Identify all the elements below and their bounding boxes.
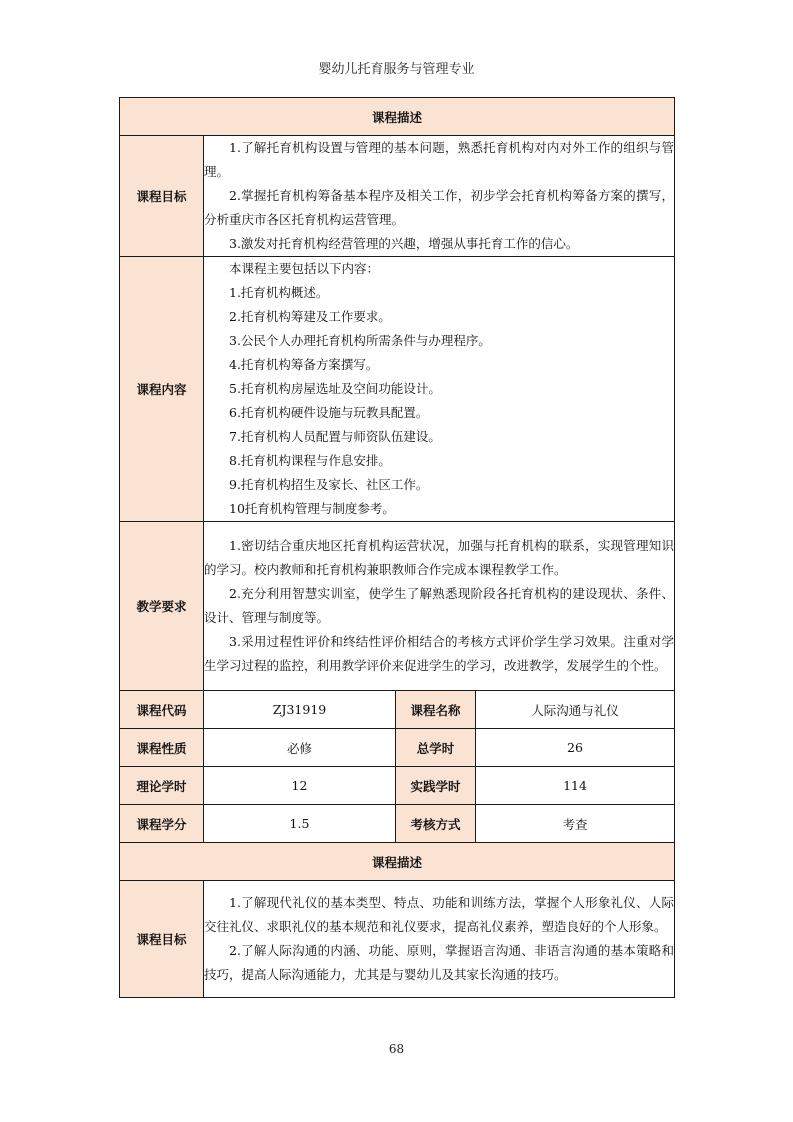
course2-info-row-code	[120, 691, 675, 729]
course2-objective-item: 1.了解现代礼仪的基本类型、特点、功能和训练方法，掌握个人形象礼仪、人际交往礼仪、求职礼仪的基本规范和礼仪要求，提高礼仪素养，塑造良好的个人形象。	[204, 895, 675, 934]
course1-objectives-label: 课程目标	[120, 136, 204, 257]
course1-content-item: 5.托育机构房屋选址及空间功能设计。	[229, 381, 441, 396]
course1-requirements-row	[120, 522, 675, 691]
exam-method-value: 考查	[476, 805, 675, 843]
course1-content-item: 8.托育机构课程与作息安排。	[229, 453, 391, 468]
course1-objectives-content	[204, 136, 675, 257]
course-credit-label: 课程学分	[120, 805, 204, 843]
course1-requirement-item: 2.充分利用智慧实训室，使学生了解熟悉现阶段各托育机构的建设现状、条件、设计、管理与制度等。	[204, 586, 675, 625]
total-hours-label: 总学时	[396, 729, 476, 767]
course1-requirement-item: 1.密切结合重庆地区托育机构运营状况，加强与托育机构的联系，实现管理知识的学习。校内教师和托育机构兼职教师合作完成本课程教学工作。	[204, 538, 675, 577]
course2-info-row-nature	[120, 729, 675, 767]
course1-objective-item: 1.了解托育机构设置与管理的基本问题，熟悉托育机构对内对外工作的组织与管理。	[204, 140, 675, 179]
course-table	[119, 97, 675, 998]
course-nature-value: 必修	[204, 729, 396, 767]
course1-content-item: 7.托育机构人员配置与师资队伍建设。	[229, 429, 441, 444]
course2-objective-item: 2.了解人际沟通的内涵、功能、原则，掌握语言沟通、非语言沟通的基本策略和技巧，提高人际沟通能力，尤其是与婴幼儿及其家长沟通的技巧。	[204, 943, 675, 982]
course2-info-row-hours	[120, 767, 675, 805]
total-hours-value: 26	[476, 729, 675, 767]
course1-content-row	[120, 257, 675, 522]
course-name-value: 人际沟通与礼仪	[476, 691, 675, 729]
course-credit-value: 1.5	[204, 805, 396, 843]
course1-requirement-item: 3.采用过程性评价和终结性评价相结合的考核方式评价学生学习效果。注重对学生学习过程的监控，利用教学评价来促进学生的学习，改进教学，发展学生的个性。	[204, 634, 675, 673]
course-code-value: ZJ31919	[204, 691, 396, 729]
theory-hours-label: 理论学时	[120, 767, 204, 805]
course2-objectives-label: 课程目标	[120, 881, 204, 998]
course-nature-label: 课程性质	[120, 729, 204, 767]
course1-content-intro: 本课程主要包括以下内容：	[229, 261, 380, 276]
course2-objectives-content	[204, 881, 675, 998]
course1-content-item: 1.托育机构概述。	[229, 285, 329, 300]
course-name-label: 课程名称	[396, 691, 476, 729]
practice-hours-label: 实践学时	[396, 767, 476, 805]
course1-desc-header: 课程描述	[120, 98, 675, 136]
course1-desc-header-row	[120, 98, 675, 136]
course1-requirements-content	[204, 522, 675, 691]
course1-content-item: 6.托育机构硬件设施与玩教具配置。	[229, 405, 429, 420]
exam-method-label: 考核方式	[396, 805, 476, 843]
course1-content-item: 2.托育机构筹建及工作要求。	[229, 309, 391, 324]
course1-content-list	[204, 257, 675, 522]
course1-content-label: 课程内容	[120, 257, 204, 522]
course1-objectives-row	[120, 136, 675, 257]
practice-hours-value: 114	[476, 767, 675, 805]
course-code-label: 课程代码	[120, 691, 204, 729]
course2-info-row-credit	[120, 805, 675, 843]
course2-desc-header-row	[120, 843, 675, 881]
course2-desc-header: 课程描述	[120, 843, 675, 881]
course1-content-item: 9.托育机构招生及家长、社区工作。	[229, 477, 429, 492]
page-header: 婴幼儿托育服务与管理专业	[318, 62, 475, 77]
course1-content-item: 3.公民个人办理托育机构所需条件与办理程序。	[229, 333, 491, 348]
theory-hours-value: 12	[204, 767, 396, 805]
course1-content-item: 4.托育机构筹备方案撰写。	[229, 357, 379, 372]
course2-objectives-row	[120, 881, 675, 998]
page-number: 68	[388, 1042, 405, 1056]
course1-content-item: 10托育机构管理与制度参考。	[229, 501, 395, 516]
course1-objective-item: 2.掌握托育机构筹备基本程序及相关工作，初步学会托育机构筹备方案的撰写，分析重庆市各区托育机构运营管理。	[204, 188, 675, 227]
course1-requirements-label: 教学要求	[120, 522, 204, 691]
course1-objective-item: 3.激发对托育机构经营管理的兴趣，增强从事托育工作的信心。	[229, 236, 579, 251]
